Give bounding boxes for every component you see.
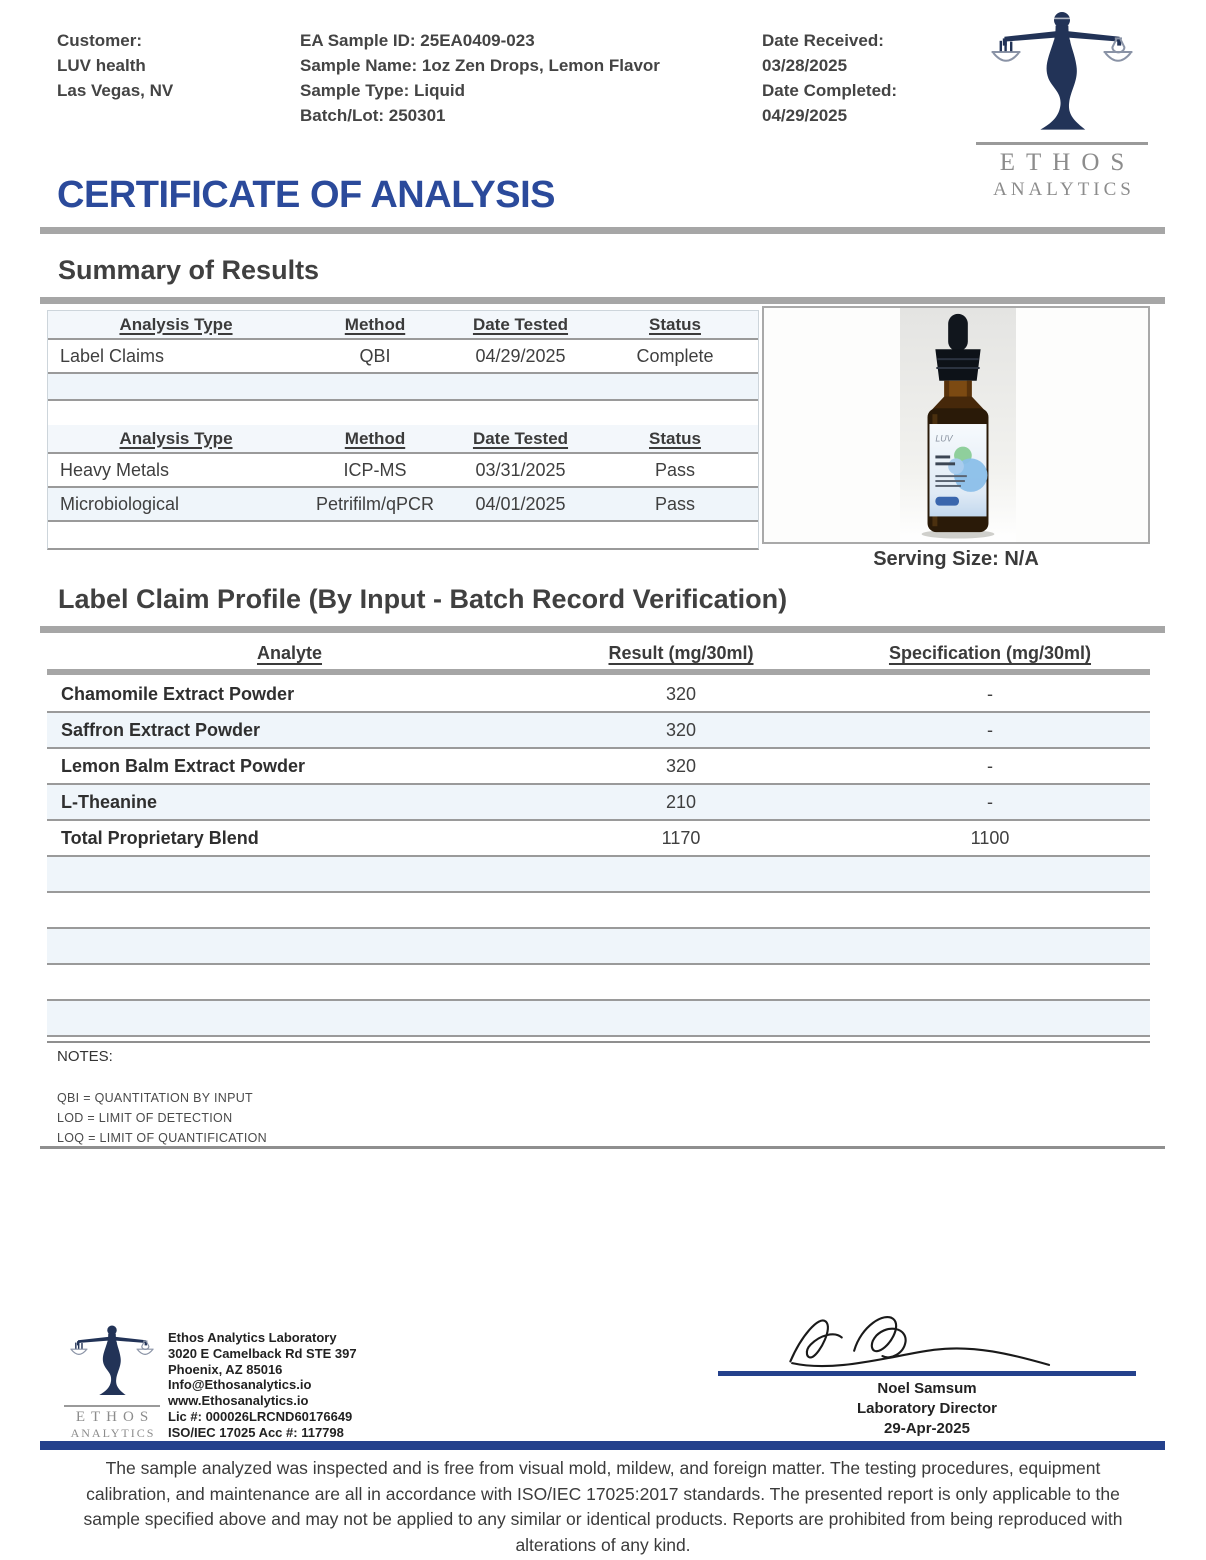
col-date-tested: Date Tested [472,428,569,448]
col-status: Status [649,428,701,448]
note-line: LOD = LIMIT OF DETECTION [57,1111,233,1125]
customer-location: Las Vegas, NV [57,81,174,100]
summary-heading: Summary of Results [58,255,320,285]
date-tested-cell: 04/01/2025 [475,493,566,514]
label-claim-table [47,677,1150,1037]
status-cell: Pass [654,493,696,514]
col-result: Result (mg/30ml) [608,642,754,663]
table-row [48,488,758,522]
signature-image [780,1310,1070,1377]
summary-table1-header [48,311,758,340]
sample-name: Sample Name: 1oz Zen Drops, Lemon Flavor [300,56,660,75]
logo-wordmark-line1: ETHOS [75,1409,155,1425]
lab-info-line: ISO/IEC 17025 Acc #: 117798 [168,1424,344,1440]
notes-heading: NOTES: [57,1048,113,1065]
result-cell: 320 [665,683,697,704]
customer-name: LUV health [57,56,146,75]
col-method: Method [344,428,406,448]
sample-id: EA Sample ID: 25EA0409-023 [300,31,535,50]
table-row [47,783,1150,821]
customer-block [57,28,173,103]
col-specification: Specification (mg/30ml) [888,642,1092,663]
dates-block [762,28,897,128]
col-status: Status [649,314,701,334]
lady-justice-icon [60,1387,164,1404]
logo-baseline [976,142,1148,145]
divider-line [47,1041,1150,1043]
status-cell: Pass [654,459,696,480]
result-cell: 320 [665,755,697,776]
note-line: LOQ = LIMIT OF QUANTIFICATION [57,1131,267,1145]
spec-cell: - [987,719,993,740]
col-analyte: Analyte [256,642,323,663]
date-completed-label: Date Completed: [762,81,898,100]
lab-info-line: Info@Ethosanalytics.io [168,1377,312,1393]
dropper-bottle-illustration [900,308,1016,542]
note-line: QBI = QUANTITATION BY INPUT [57,1091,253,1105]
signature-date: 29-Apr-2025 [884,1420,970,1437]
table-row [47,749,1150,783]
signer-title: Laboratory Director [856,1400,998,1417]
signature-line [718,1371,1136,1376]
table-row [48,340,758,374]
customer-label: Customer: [57,31,143,50]
table-row [47,821,1150,855]
signer-name: Noel Samsum [877,1380,977,1397]
result-cell: 320 [665,719,697,740]
company-logo [962,8,1162,202]
disclaimer-text: The sample analyzed was inspected and is free from visual mold, mildew, and foreign matter. The testing procedures, equipment calibration, and maintenance are all in accordance with ISO/IEC 17025:2017 standards. The presented report is only applicable to the sample specified above and may not be applied to any similar or identical products. Reports are prohibited from being reproduced with alterations of any kind. [83,1458,1123,1555]
empty-row [48,401,758,425]
table-row [48,454,758,488]
product-bottle-photo [900,308,1016,542]
analyte-cell: Chamomile Extract Powder [61,683,295,704]
analyte-cell: Lemon Balm Extract Powder [61,755,306,776]
sample-type: Sample Type: Liquid [300,81,465,100]
empty-row [48,374,758,401]
logo-wordmark-line2: ANALYTICS [993,179,1135,200]
col-date-tested: Date Tested [472,314,569,334]
col-analysis-type: Analysis Type [119,428,233,448]
date-tested-cell: 03/31/2025 [475,459,566,480]
analysis-type-cell: Label Claims [60,345,165,366]
lab-contact-info [168,1330,357,1441]
empty-row [47,855,1150,893]
spec-cell: - [987,791,993,812]
divider-bar [40,626,1165,633]
product-photo-box [762,306,1150,544]
method-cell: QBI [359,345,391,366]
spec-cell: - [987,683,993,704]
date-completed-value: 04/29/2025 [762,106,848,125]
empty-row [47,927,1150,965]
sample-block [300,28,660,128]
page-title: CERTIFICATE OF ANALYSIS [57,174,556,216]
analysis-type-cell: Heavy Metals [60,459,170,480]
col-method: Method [344,314,406,334]
divider-line [40,1146,1165,1149]
empty-row [48,522,758,548]
empty-row [47,999,1150,1037]
spec-cell: 1100 [970,827,1010,848]
logo-wordmark-line2: ANALYTICS [70,1426,156,1440]
empty-row [47,893,1150,927]
date-received-value: 03/28/2025 [762,56,848,75]
date-tested-cell: 04/29/2025 [475,345,566,366]
summary-table2-header [48,425,758,454]
result-cell: 210 [665,791,697,812]
lab-info-line: Ethos Analytics Laboratory [168,1330,337,1345]
col-analysis-type: Analysis Type [119,314,233,334]
logo-baseline [64,1405,160,1407]
lab-info-line: Lic #: 000026LRCND60176649 [168,1408,353,1424]
method-cell: ICP-MS [343,459,407,480]
label-claim-header [47,637,1150,675]
spec-cell: - [987,755,993,776]
notes-abbreviations [57,1088,267,1148]
analyte-cell: L-Theanine [61,791,158,812]
table-row [47,677,1150,711]
lab-info-line: 3020 E Camelback Rd STE 397 [168,1345,357,1361]
lab-info-line: Phoenix, AZ 85016 [168,1361,283,1377]
analysis-type-cell: Microbiological [60,493,180,514]
analyte-cell: Total Proprietary Blend [61,827,259,848]
divider-bar [40,297,1165,304]
batch-lot: Batch/Lot: 250301 [300,106,446,125]
label-claim-heading: Label Claim Profile (By Input - Batch Record Verification) [58,584,788,614]
lab-info-line: www.Ethosanalytics.io [168,1393,309,1409]
footer-logo [58,1322,166,1441]
table-row [47,711,1150,749]
date-received-label: Date Received: [762,31,884,50]
divider-bar [40,227,1165,234]
logo-wordmark-line1: ETHOS [999,149,1136,176]
analyte-cell: Saffron Extract Powder [61,719,261,740]
lady-justice-icon [974,123,1150,140]
empty-row [47,965,1150,999]
svg-text:LUV: LUV [935,433,953,444]
result-cell: 1170 [661,827,701,848]
footer-divider-bar [40,1441,1165,1450]
summary-tables [47,310,759,550]
method-cell: Petrifilm/qPCR [315,493,435,514]
serving-size: Serving Size: N/A [873,548,1039,570]
status-cell: Complete [636,345,714,366]
